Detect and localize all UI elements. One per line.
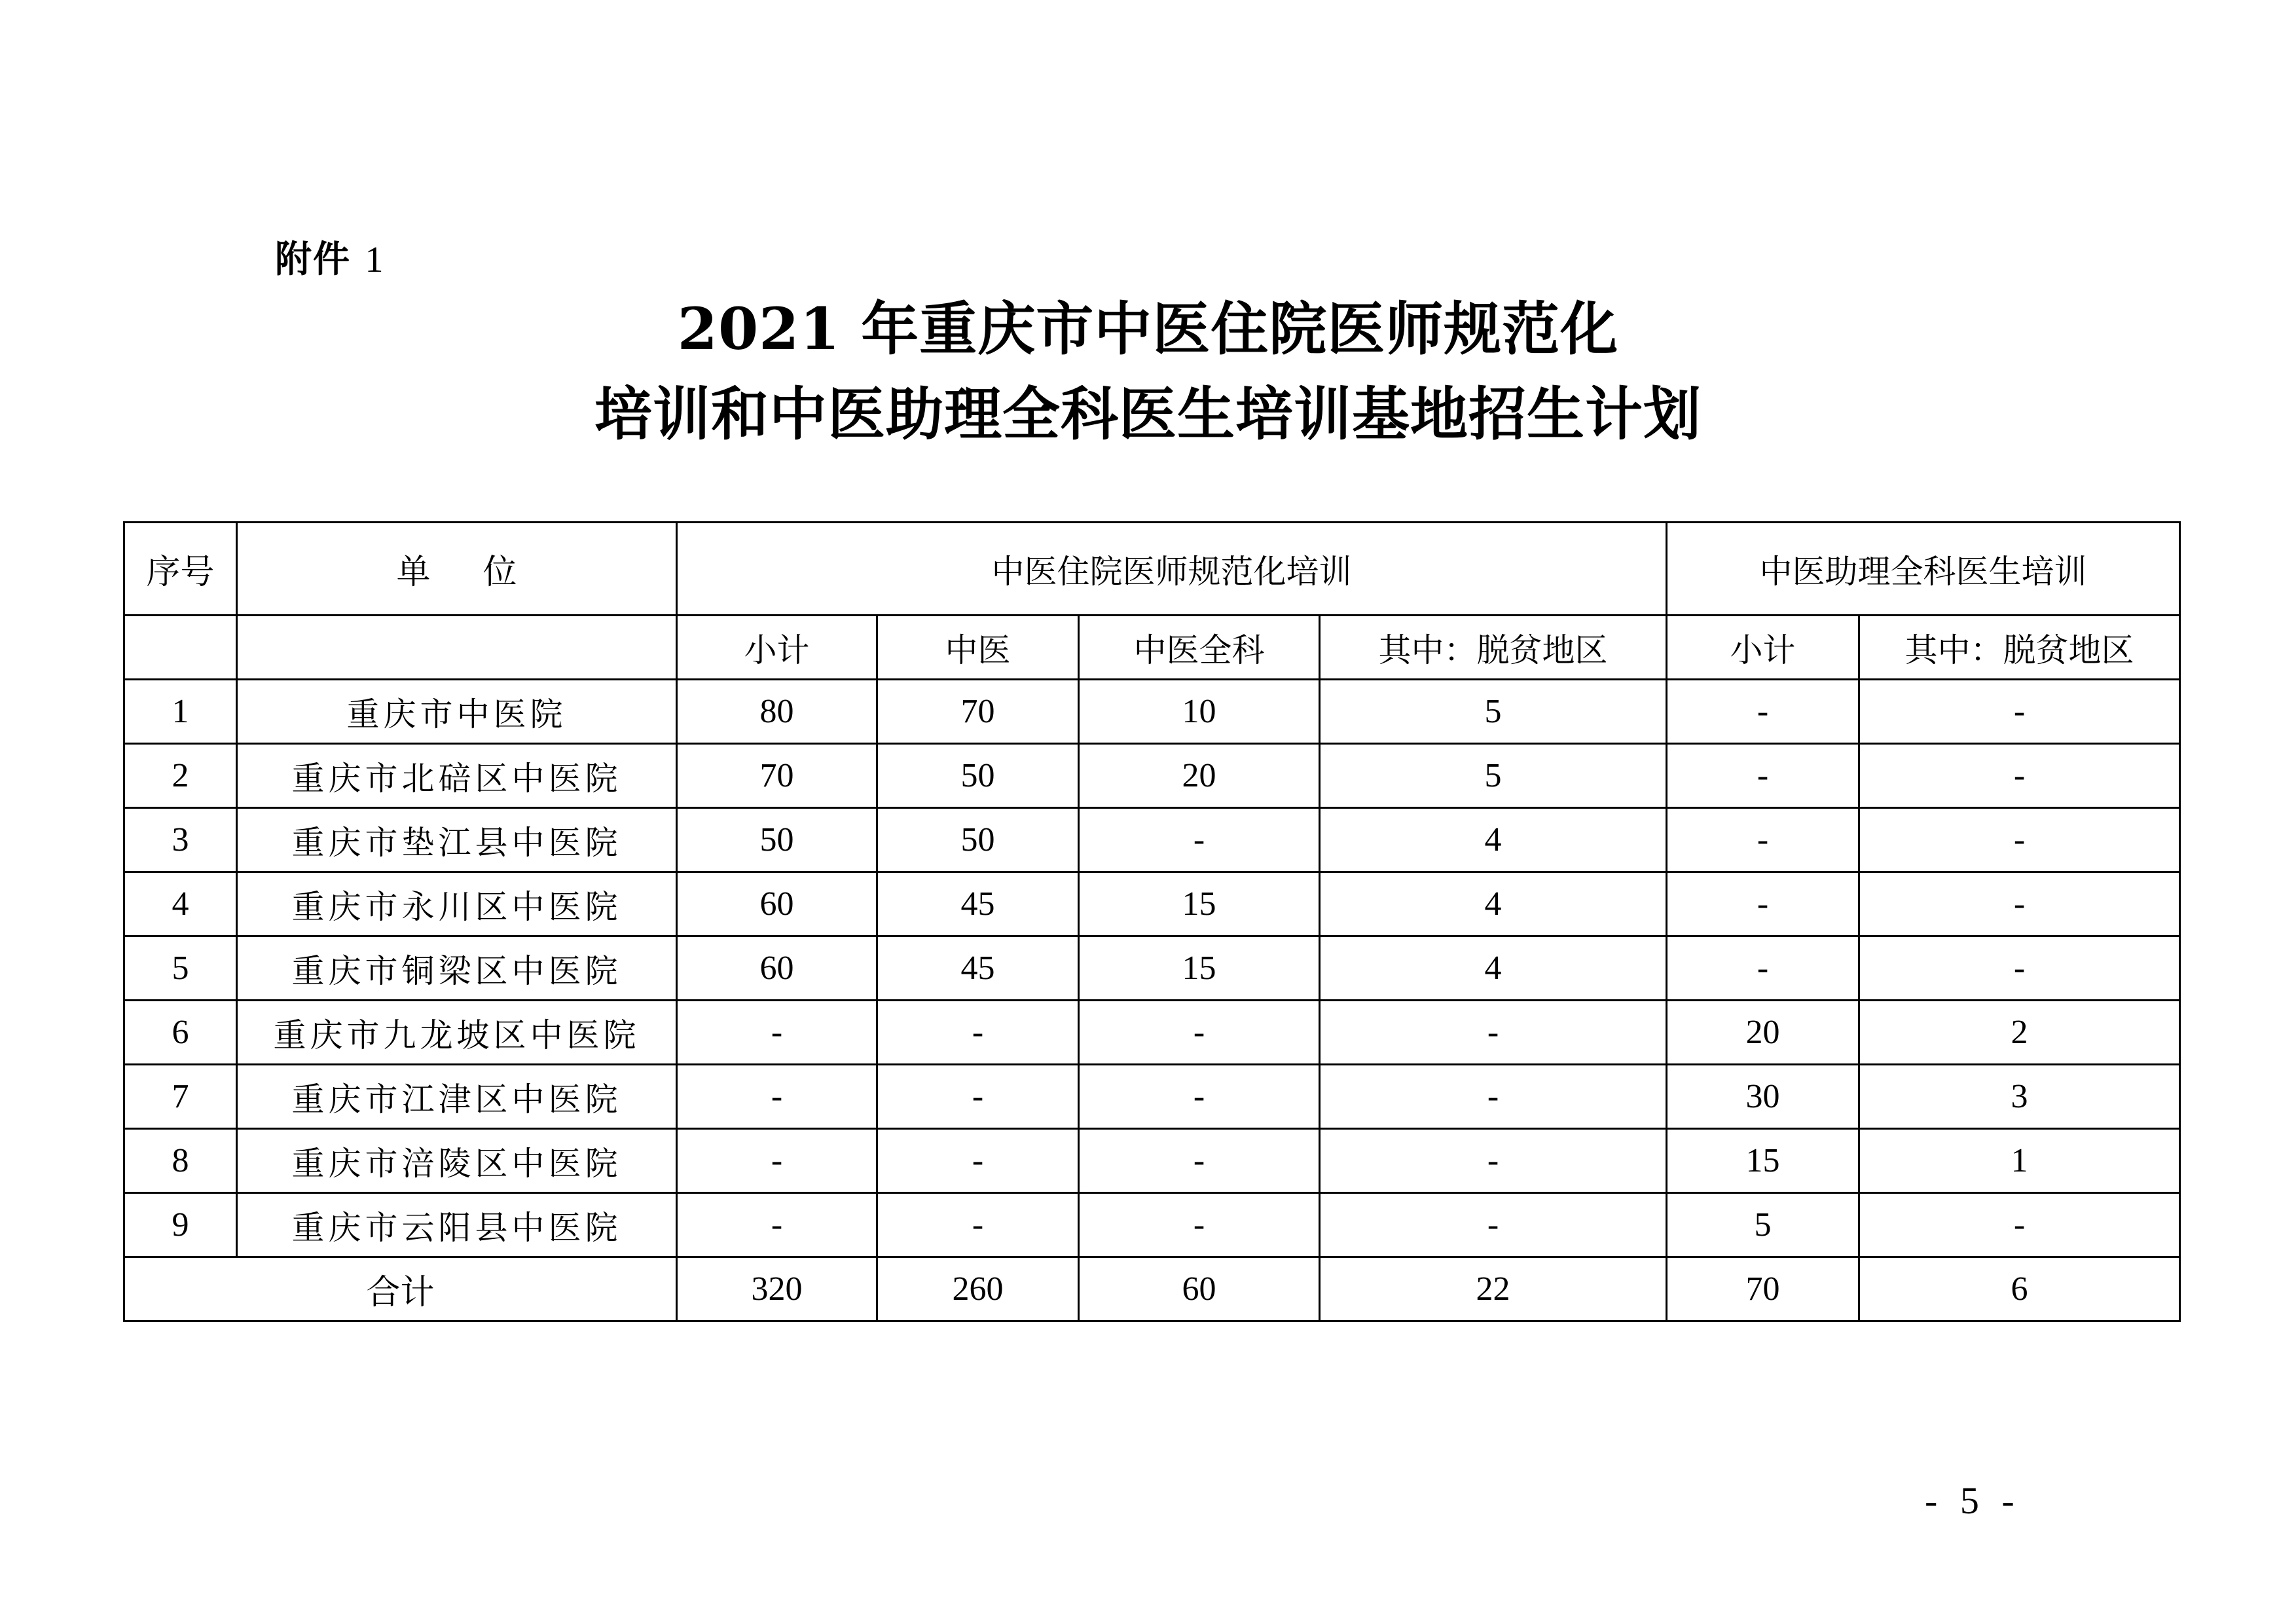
table-row — [124, 744, 2180, 808]
cell-tcm-general: - — [1079, 1065, 1320, 1129]
cell-subtotal: 70 — [677, 744, 877, 808]
cell-subtotal: - — [677, 1193, 877, 1257]
cell-subtotal: - — [677, 1129, 877, 1193]
cell-tcm-general: - — [1079, 1193, 1320, 1257]
table-total-row — [124, 1257, 2180, 1321]
header-unit-empty — [237, 616, 677, 680]
cell-tcm: 50 — [877, 744, 1079, 808]
header-assistant-poverty: 其中：脱贫地区 — [1859, 616, 2180, 680]
total-poverty: 22 — [1320, 1257, 1667, 1321]
cell-unit: 重庆市九龙坡区中医院 — [237, 1001, 677, 1065]
cell-seq: 9 — [124, 1193, 237, 1257]
header-tcm-general: 中医全科 — [1079, 616, 1320, 680]
cell-tcm: 50 — [877, 808, 1079, 872]
cell-tcm: - — [877, 1129, 1079, 1193]
attachment-prefix: 附件 — [275, 238, 351, 281]
cell-unit: 重庆市江津区中医院 — [237, 1065, 677, 1129]
table-row — [124, 1065, 2180, 1129]
cell-assistant-subtotal: - — [1667, 936, 1859, 1001]
header-group-assistant-training: 中医助理全科医生培训 — [1667, 523, 2180, 616]
cell-poverty: 4 — [1320, 936, 1667, 1001]
total-label: 合计 — [124, 1257, 677, 1321]
cell-poverty: 4 — [1320, 808, 1667, 872]
cell-assistant-poverty: - — [1859, 808, 2180, 872]
cell-assistant-subtotal: 30 — [1667, 1065, 1859, 1129]
cell-tcm-general: - — [1079, 1129, 1320, 1193]
cell-assistant-subtotal: 5 — [1667, 1193, 1859, 1257]
table-row — [124, 872, 2180, 936]
cell-poverty: - — [1320, 1065, 1667, 1129]
table-header-row-1 — [124, 523, 2180, 616]
cell-subtotal: - — [677, 1065, 877, 1129]
total-tcm: 260 — [877, 1257, 1079, 1321]
cell-poverty: 5 — [1320, 744, 1667, 808]
document-title-line-1: 2021 年重庆市中医住院医师规范化 — [677, 295, 1619, 363]
cell-assistant-subtotal: - — [1667, 744, 1859, 808]
cell-seq: 7 — [124, 1065, 237, 1129]
cell-assistant-poverty: - — [1859, 744, 2180, 808]
attachment-label — [275, 231, 385, 283]
cell-unit: 重庆市中医院 — [237, 680, 677, 744]
cell-seq: 6 — [124, 1001, 237, 1065]
cell-tcm: 45 — [877, 872, 1079, 936]
header-assistant-subtotal: 小计 — [1667, 616, 1859, 680]
cell-assistant-poverty: 3 — [1859, 1065, 2180, 1129]
cell-poverty: - — [1320, 1193, 1667, 1257]
header-seq: 序号 — [124, 523, 237, 616]
cell-unit: 重庆市云阳县中医院 — [237, 1193, 677, 1257]
cell-tcm: 70 — [877, 680, 1079, 744]
cell-unit: 重庆市永川区中医院 — [237, 872, 677, 936]
cell-poverty: - — [1320, 1129, 1667, 1193]
cell-unit: 重庆市涪陵区中医院 — [237, 1129, 677, 1193]
cell-seq: 2 — [124, 744, 237, 808]
cell-assistant-subtotal: - — [1667, 808, 1859, 872]
header-group-resident-training: 中医住院医师规范化培训 — [677, 523, 1667, 616]
document-title-line-2: 培训和中医助理全科医生培训基地招生计划 — [594, 380, 1702, 448]
table-row — [124, 1001, 2180, 1065]
header-tcm: 中医 — [877, 616, 1079, 680]
cell-assistant-poverty: - — [1859, 872, 2180, 936]
page-number: - 5 - — [1925, 1479, 2021, 1522]
cell-tcm: - — [877, 1193, 1079, 1257]
cell-assistant-poverty: - — [1859, 936, 2180, 1001]
cell-subtotal: 50 — [677, 808, 877, 872]
cell-tcm-general: 20 — [1079, 744, 1320, 808]
header-subtotal: 小计 — [677, 616, 877, 680]
cell-assistant-poverty: 1 — [1859, 1129, 2180, 1193]
cell-seq: 3 — [124, 808, 237, 872]
cell-poverty: 5 — [1320, 680, 1667, 744]
cell-poverty: - — [1320, 1001, 1667, 1065]
table-header-row-2 — [124, 616, 2180, 680]
cell-seq: 5 — [124, 936, 237, 1001]
cell-tcm: 45 — [877, 936, 1079, 1001]
header-unit — [237, 523, 677, 616]
total-tcm-general: 60 — [1079, 1257, 1320, 1321]
cell-seq: 4 — [124, 872, 237, 936]
table-row — [124, 808, 2180, 872]
cell-tcm: - — [877, 1001, 1079, 1065]
cell-unit: 重庆市北碚区中医院 — [237, 744, 677, 808]
cell-seq: 8 — [124, 1129, 237, 1193]
header-poverty: 其中：脱贫地区 — [1320, 616, 1667, 680]
cell-assistant-poverty: - — [1859, 680, 2180, 744]
cell-assistant-subtotal: - — [1667, 872, 1859, 936]
table-row — [124, 936, 2180, 1001]
total-assistant-poverty: 6 — [1859, 1257, 2180, 1321]
cell-tcm-general: 15 — [1079, 936, 1320, 1001]
cell-subtotal: 80 — [677, 680, 877, 744]
cell-tcm-general: - — [1079, 808, 1320, 872]
total-assistant-subtotal: 70 — [1667, 1257, 1859, 1321]
cell-subtotal: 60 — [677, 936, 877, 1001]
cell-tcm-general: - — [1079, 1001, 1320, 1065]
cell-assistant-subtotal: 20 — [1667, 1001, 1859, 1065]
header-seq-empty — [124, 616, 237, 680]
enrollment-plan-table — [123, 521, 2181, 1322]
cell-assistant-subtotal: 15 — [1667, 1129, 1859, 1193]
attachment-number: 1 — [365, 240, 385, 280]
header-unit-text: 单位 — [396, 553, 570, 592]
cell-subtotal: 60 — [677, 872, 877, 936]
table-row — [124, 1193, 2180, 1257]
cell-tcm-general: 10 — [1079, 680, 1320, 744]
total-subtotal: 320 — [677, 1257, 877, 1321]
cell-seq: 1 — [124, 680, 237, 744]
cell-unit: 重庆市铜梁区中医院 — [237, 936, 677, 1001]
cell-assistant-subtotal: - — [1667, 680, 1859, 744]
cell-assistant-poverty: - — [1859, 1193, 2180, 1257]
cell-poverty: 4 — [1320, 872, 1667, 936]
table-row — [124, 1129, 2180, 1193]
table-row — [124, 680, 2180, 744]
cell-unit: 重庆市垫江县中医院 — [237, 808, 677, 872]
cell-assistant-poverty: 2 — [1859, 1001, 2180, 1065]
cell-tcm: - — [877, 1065, 1079, 1129]
cell-subtotal: - — [677, 1001, 877, 1065]
cell-tcm-general: 15 — [1079, 872, 1320, 936]
